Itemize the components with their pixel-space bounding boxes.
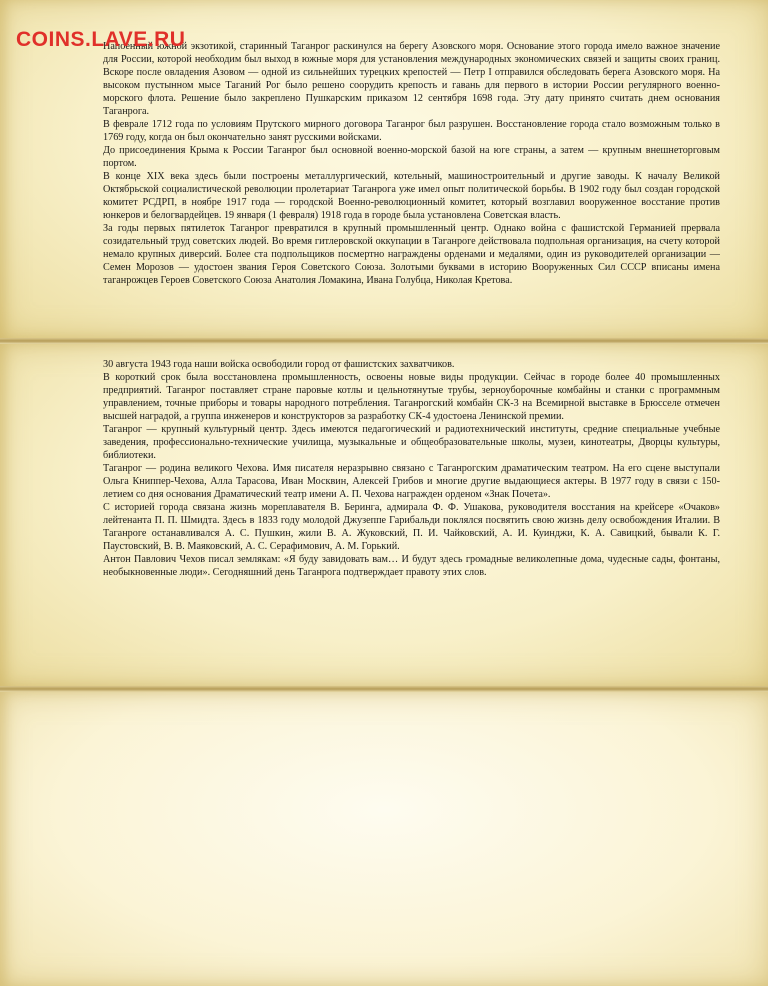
paragraph: Таганрог — крупный культурный центр. Здесь имеются педагогический и радиотехнический институты, средние специальные учебные заведения, профессионально-технические училища, музыкальные и общеобразовательные школы, музеи, кинотеатры, Дворцы культуры, библиотеки. xyxy=(103,424,720,461)
paragraph: Антон Павлович Чехов писал землякам: «Я буду завидовать вам… И будут здесь громадные великолепные дома, чудесные сады, фонтаны, необыкновенные люди». Сегодняшний день Таганрога подтверждает правоту этих слов. xyxy=(103,554,720,578)
paragraph: 30 августа 1943 года наши войска освободили город от фашистских захватчиков. xyxy=(103,359,455,370)
paragraph: За годы первых пятилеток Таганрог превратился в крупный промышленный центр. Однако война с фашистской Германией прервала созидательный труд советских людей. Во время гитлеровской оккупации в Таганроге действовала подпольная организация, на счету которой немало крупных диверсий. Более ста подпольщиков посмертно награждены орденами и медалями, один из руководителей организации — Семен Морозов — удостоен звания Героя Советского Союза. Золотыми буквами в историю Вооруженных Сил СССР вписаны имена таганрожцев Героев Советского Союза Анатолия Ломакина, Ивана Голубца, Николая Кретова. xyxy=(103,223,720,286)
paragraph: До присоединения Крыма к России Таганрог был основной военно-морской базой на юге страны, а затем — крупным внешнеторговым портом. xyxy=(103,145,720,169)
paragraph: В короткий срок была восстановлена промышленность, освоены новые виды продукции. Сейчас в городе более 40 промышленных предприятий. Таганрог поставляет стране паровые котлы и цельнотянутые трубы, зерноуборочные комбайны и станки с программным управлением, точные приборы и товары народного потребления. Таганрогский комбайн СК-3 на Всемирной выставке в Брюсселе отмечен высшей наградой, а группа инженеров и конструкторов за разработку СК-4 удостоена Ленинской премии. xyxy=(103,372,720,422)
paragraph: Напоенный южной экзотикой, старинный Таганрог раскинулся на берегу Азовского моря. Основание этого города имело важное значение для России, которой необходим был выход в южные моря для установления международных экономических связей и защиты своих границ. Вскоре после овладения Азовом — одной из сильнейших турецких крепостей — Петр I отправился обследовать берега Азовского моря. На высоком пустынном мысе Таганий Рог было решено соорудить крепость и гавань для первого в истории России регулярного военно-морского флота. Решение было закреплено Пушкарским приказом 12 сентября 1698 года. Эту дату принято считать днем основания Таганрога. xyxy=(103,41,720,117)
paragraph: Таганрог — родина великого Чехова. Имя писателя неразрывно связано с Таганрогским драматическим театром. На его сцене выступали Ольга Книппер-Чехова, Алла Тарасова, Иван Москвин, Алексей Грибов и многие другие выдающиеся актеры. В 1977 году в связи с 150-летием со дня основания Драматический театр имени А. П. Чехова награжден орденом «Знак Почета». xyxy=(103,463,720,500)
paragraph: В конце XIX века здесь были построены металлургический, котельный, машиностроительный и другие заводы. К началу Великой Октябрьской социалистической революции пролетариат Таганрога уже имел опыт политической борьбы. В 1902 году был создан городской комитет РСДРП, в ноябре 1917 года — городской Военно-революционный комитет, который возглавил вооруженное восстание против юнкеров и белогвардейцев. 19 января (1 февраля) 1918 года в городе была установлена Советская власть. xyxy=(103,171,720,221)
site-watermark: COINS.LAVE.RU xyxy=(16,28,186,51)
paragraph: С историей города связана жизнь мореплавателя В. Беринга, адмирала Ф. Ф. Ушакова, руководителя восстания на крейсере «Очаков» лейтенанта П. П. Шмидта. Здесь в 1833 году молодой Джузеппе Гарибальди поклялся посвятить свою жизнь делу освобождения Италии. В Таганроге останавливался А. С. Пушкин, жили В. А. Жуковский, П. И. Чайковский, А. И. Куинджи, К. А. Савицкий, бывали К. Г. Паустовский, В. В. Маяковский, А. С. Серафимович, А. М. Горький. xyxy=(103,502,720,552)
page-panel-bottom-blank xyxy=(0,692,768,986)
paragraph: В феврале 1712 года по условиям Прутского мирного договора Таганрог был разрушен. Восстановление города стало возможным только в 1769 году, когда он был окончательно занят русскими войсками. xyxy=(103,119,720,143)
history-text-middle xyxy=(103,358,720,579)
history-text-top xyxy=(103,40,720,287)
